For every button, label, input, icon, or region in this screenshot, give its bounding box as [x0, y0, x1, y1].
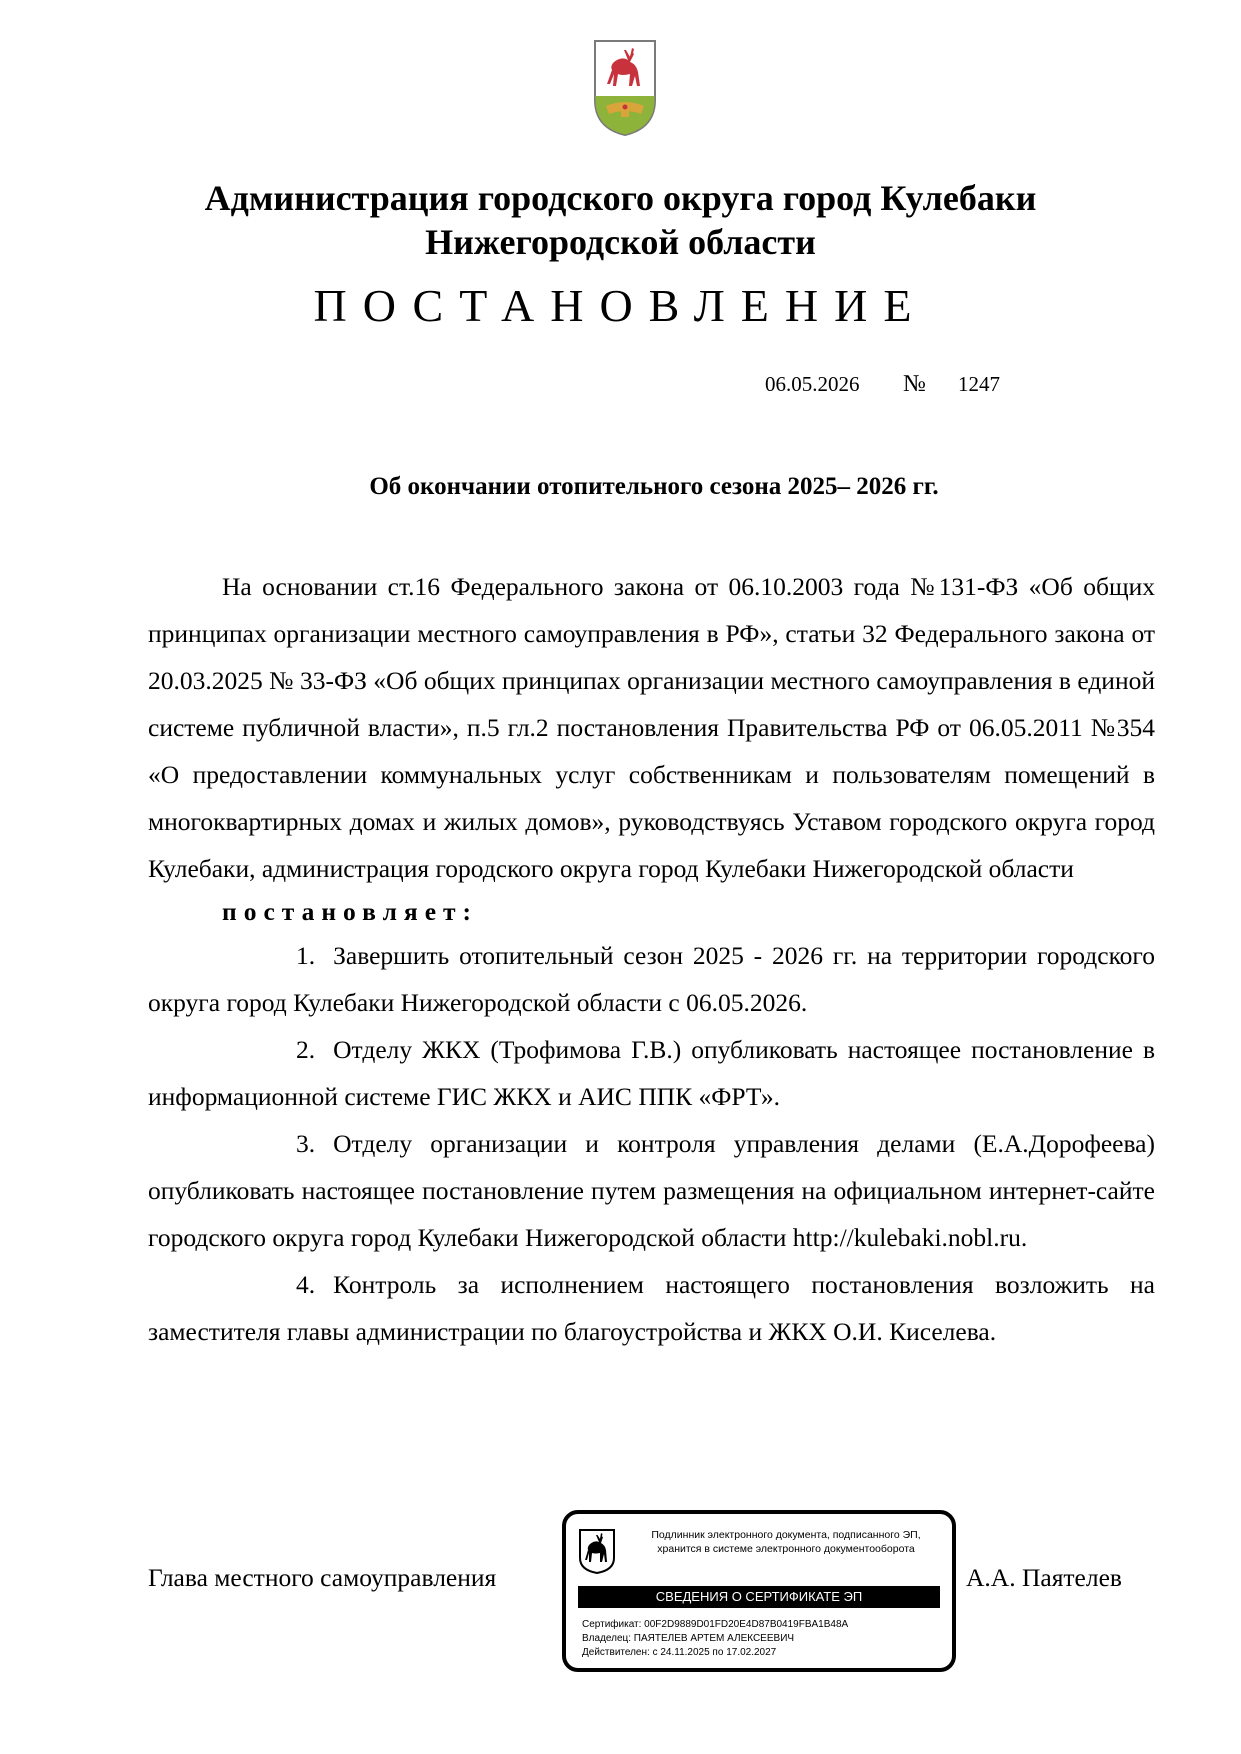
electronic-signature-stamp — [562, 1510, 956, 1672]
clause-number: 1. — [296, 941, 316, 970]
document-body — [148, 563, 1155, 1355]
organization-line-1: Администрация городского округа город Кулебаки — [204, 178, 1037, 218]
clause-item — [148, 1120, 1155, 1261]
document-number: 1247 — [958, 372, 1000, 396]
stamp-notice-line-2: хранится в системе электронного документооборота — [657, 1543, 915, 1555]
organization-title — [150, 176, 1091, 264]
clause-text: Отделу ЖКХ (Трофимова Г.В.) опубликовать настоящее постановление в информационной системе ГИС ЖКХ и АИС ППК «ФРТ». — [148, 1035, 1155, 1111]
organization-line-2: Нижегородской области — [425, 222, 816, 262]
certificate-serial: Сертификат: 00F2D9889D01FD20E4D87B0419FBA1B48A — [582, 1619, 849, 1630]
clause-text: Контроль за исполнением настоящего постановления возложить на заместителя главы администрации по благоустройства и ЖКХ О.И. Киселева. — [148, 1270, 1155, 1346]
certificate-owner: Владелец: ПАЯТЕЛЕВ АРТЕМ АЛЕКСЕЕВИЧ — [582, 1633, 795, 1644]
decree-word: постановляет: — [222, 897, 479, 926]
number-sign: № — [903, 371, 926, 397]
coat-of-arms-emblem — [592, 38, 658, 138]
clause-item — [148, 1261, 1155, 1355]
certificate-validity: Действителен: с 24.11.2025 по 17.02.2027 — [582, 1647, 777, 1658]
document-date: 06.05.2026 — [765, 372, 860, 396]
document-type-heading: ПОСТАНОВЛЕНИЕ — [313, 280, 928, 331]
clause-text: Отделу организации и контроля управления делами (Е.А.Дорофеева) опубликовать настоящее постановление путем размещения на официальном интернет-сайте городского округа город Кулебаки Нижегородской области http://kulebaki.nobl.ru. — [148, 1129, 1155, 1252]
certificate-details — [582, 1618, 944, 1660]
deer-emblem-icon — [578, 1528, 616, 1574]
signatory-position: Глава местного самоуправления — [148, 1563, 497, 1592]
clause-item — [148, 1026, 1155, 1120]
stamp-notice — [626, 1528, 946, 1556]
clause-number: 3. — [296, 1129, 316, 1158]
certificate-info-bar: СВЕДЕНИЯ О СЕРТИФИКАТЕ ЭП — [578, 1586, 940, 1608]
clause-number: 4. — [296, 1270, 316, 1299]
clause-text: Завершить отопительный сезон 2025 - 2026 гг. на территории городского округа город Кулебаки Нижегородской области с 06.05.2026. — [148, 941, 1155, 1017]
preamble-paragraph: На основании ст.16 Федерального закона от 06.10.2003 года №131-ФЗ «Об общих принципах организации местного самоуправления в РФ», статьи 32 Федерального закона от 20.03.2025 № 33-ФЗ «Об общих принципах организации местного самоуправления в единой системе публичной власти», п.5 гл.2 постановления Правительства РФ от 06.05.2011 №354 «О предоставлении коммунальных услуг собственникам и пользователям помещений в многоквартирных домах и жилых домов», руководствуясь Уставом городского округа город Кулебаки, администрация городского округа город Кулебаки Нижегородской области — [148, 572, 1155, 883]
signatory-name: А.А. Паятелев — [966, 1563, 1122, 1592]
clause-item — [148, 932, 1155, 1026]
stamp-notice-line-1: Подлинник электронного документа, подписанного ЭП, — [651, 1529, 921, 1541]
clause-number: 2. — [296, 1035, 316, 1064]
document-subject: Об окончании отопительного сезона 2025– 2026 гг. — [369, 473, 939, 500]
